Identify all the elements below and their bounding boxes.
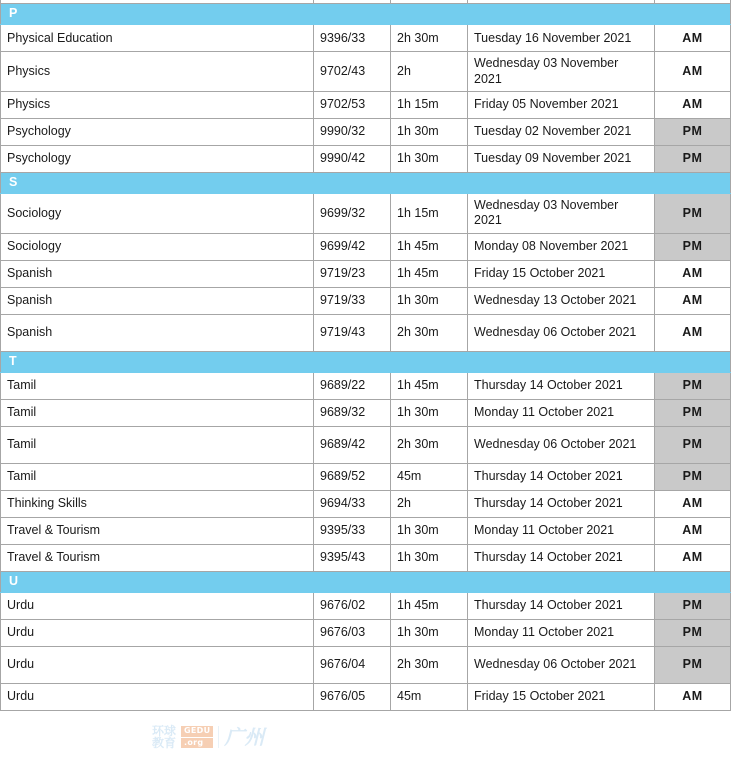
cell-session: AM — [655, 91, 731, 118]
cell-session: PM — [655, 118, 731, 145]
section-header-row — [1, 351, 731, 372]
cell-code: 9689/32 — [314, 399, 391, 426]
cell-code: 9395/43 — [314, 544, 391, 571]
table-row — [1, 118, 731, 145]
cell-code: 9676/04 — [314, 647, 391, 684]
cell-session: PM — [655, 399, 731, 426]
cell-session: AM — [655, 517, 731, 544]
cell-subject: Tamil — [1, 463, 314, 490]
cell-subject: Urdu — [1, 620, 314, 647]
cell-duration: 1h 15m — [391, 91, 468, 118]
cell-session: PM — [655, 426, 731, 463]
cell-date: Thursday 14 October 2021 — [468, 372, 655, 399]
cell-session: PM — [655, 145, 731, 172]
cell-subject: Psychology — [1, 145, 314, 172]
watermark-badges — [181, 726, 213, 749]
cell-session: PM — [655, 372, 731, 399]
cell-subject: Tamil — [1, 399, 314, 426]
table-row — [1, 490, 731, 517]
cell-code: 9676/03 — [314, 620, 391, 647]
cell-subject: Physics — [1, 91, 314, 118]
table-row — [1, 287, 731, 314]
table-row — [1, 426, 731, 463]
section-header-cell — [1, 172, 731, 193]
cell-subject: Thinking Skills — [1, 490, 314, 517]
watermark-badge-gedu: GEDU — [181, 726, 213, 737]
cell-session: PM — [655, 620, 731, 647]
cell-date: Wednesday 03 November 2021 — [468, 52, 655, 92]
cell-session: PM — [655, 194, 731, 234]
table-row — [1, 593, 731, 620]
table-row — [1, 314, 731, 351]
cell-duration: 1h 30m — [391, 399, 468, 426]
cell-duration: 1h 30m — [391, 118, 468, 145]
cell-date: Tuesday 16 November 2021 — [468, 25, 655, 52]
section-header-cell — [1, 4, 731, 25]
cell-duration: 1h 45m — [391, 260, 468, 287]
cell-date: Wednesday 13 October 2021 — [468, 287, 655, 314]
cell-date: Wednesday 06 October 2021 — [468, 647, 655, 684]
cell-session: PM — [655, 463, 731, 490]
cell-code: 9702/43 — [314, 52, 391, 92]
cell-code: 9396/33 — [314, 25, 391, 52]
cell-session: AM — [655, 52, 731, 92]
cell-code: 9990/32 — [314, 118, 391, 145]
section-header-row — [1, 4, 731, 25]
section-header-cell — [1, 571, 731, 592]
table-row — [1, 463, 731, 490]
cell-date: Monday 08 November 2021 — [468, 233, 655, 260]
cell-date: Monday 11 October 2021 — [468, 620, 655, 647]
section-letter: U — [9, 573, 19, 588]
cell-code: 9719/23 — [314, 260, 391, 287]
cell-date: Thursday 14 October 2021 — [468, 490, 655, 517]
cell-code: 9694/33 — [314, 490, 391, 517]
cell-code: 9699/32 — [314, 194, 391, 234]
cell-session: AM — [655, 544, 731, 571]
cell-duration: 45m — [391, 463, 468, 490]
cell-session: AM — [655, 287, 731, 314]
cell-code: 9990/42 — [314, 145, 391, 172]
cell-date: Thursday 14 October 2021 — [468, 593, 655, 620]
watermark-badge-org: .org — [181, 738, 213, 749]
cell-date: Wednesday 06 October 2021 — [468, 314, 655, 351]
cell-duration: 2h 30m — [391, 314, 468, 351]
cell-subject: Urdu — [1, 647, 314, 684]
table-row — [1, 544, 731, 571]
cell-subject: Sociology — [1, 233, 314, 260]
cell-subject: Physics — [1, 52, 314, 92]
cell-session: AM — [655, 25, 731, 52]
cell-duration: 2h — [391, 52, 468, 92]
section-header-row — [1, 571, 731, 592]
section-header-row — [1, 172, 731, 193]
cell-date: Monday 11 October 2021 — [468, 517, 655, 544]
cell-date: Thursday 14 October 2021 — [468, 544, 655, 571]
cell-session: AM — [655, 314, 731, 351]
table-row — [1, 194, 731, 234]
table-row — [1, 372, 731, 399]
watermark-cn-line1: 环球 — [152, 724, 177, 738]
cell-duration: 1h 30m — [391, 517, 468, 544]
section-header-cell — [1, 351, 731, 372]
cell-date: Friday 05 November 2021 — [468, 91, 655, 118]
cell-code: 9689/42 — [314, 426, 391, 463]
section-letter: P — [9, 6, 18, 20]
table-row — [1, 52, 731, 92]
cell-code: 9395/33 — [314, 517, 391, 544]
cell-session: PM — [655, 593, 731, 620]
cell-duration: 1h 45m — [391, 372, 468, 399]
cell-duration: 1h 30m — [391, 620, 468, 647]
cell-date: Thursday 14 October 2021 — [468, 463, 655, 490]
cell-session: PM — [655, 233, 731, 260]
cell-date: Tuesday 09 November 2021 — [468, 145, 655, 172]
cell-session: PM — [655, 647, 731, 684]
cell-session: AM — [655, 490, 731, 517]
cell-subject: Tamil — [1, 372, 314, 399]
watermark-chinese-text — [152, 725, 176, 749]
cell-subject: Urdu — [1, 684, 314, 711]
cell-duration: 2h 30m — [391, 25, 468, 52]
table-row — [1, 91, 731, 118]
cell-session: AM — [655, 684, 731, 711]
cell-duration: 45m — [391, 684, 468, 711]
cell-date: Wednesday 06 October 2021 — [468, 426, 655, 463]
cell-subject: Travel & Tourism — [1, 544, 314, 571]
cell-session: AM — [655, 260, 731, 287]
table-row — [1, 233, 731, 260]
cell-code: 9699/42 — [314, 233, 391, 260]
cell-subject: Travel & Tourism — [1, 517, 314, 544]
cell-subject: Sociology — [1, 194, 314, 234]
cell-duration: 1h 15m — [391, 194, 468, 234]
cell-duration: 2h 30m — [391, 647, 468, 684]
cell-duration: 1h 30m — [391, 287, 468, 314]
watermark-city: 广州 — [224, 725, 265, 749]
section-letter: S — [9, 174, 18, 189]
cell-subject: Psychology — [1, 118, 314, 145]
table-row — [1, 399, 731, 426]
watermark-divider — [218, 726, 219, 748]
watermark-cn-line2: 教育 — [152, 736, 177, 750]
table-row — [1, 145, 731, 172]
table-row — [1, 647, 731, 684]
table-row — [1, 260, 731, 287]
cell-date: Friday 15 October 2021 — [468, 684, 655, 711]
cell-subject: Spanish — [1, 287, 314, 314]
cell-code: 9719/43 — [314, 314, 391, 351]
site-watermark — [152, 720, 312, 754]
section-letter: T — [9, 353, 17, 368]
cell-date: Friday 15 October 2021 — [468, 260, 655, 287]
cell-duration: 1h 45m — [391, 233, 468, 260]
table-row — [1, 517, 731, 544]
table-row — [1, 684, 731, 711]
cell-code: 9719/33 — [314, 287, 391, 314]
cell-code: 9702/53 — [314, 91, 391, 118]
cell-subject: Tamil — [1, 426, 314, 463]
cell-code: 9676/05 — [314, 684, 391, 711]
cell-date: Wednesday 03 November 2021 — [468, 194, 655, 234]
cell-duration: 2h 30m — [391, 426, 468, 463]
cell-duration: 2h — [391, 490, 468, 517]
cell-code: 9689/52 — [314, 463, 391, 490]
cell-duration: 1h 30m — [391, 544, 468, 571]
cell-date: Monday 11 October 2021 — [468, 399, 655, 426]
cell-subject: Urdu — [1, 593, 314, 620]
cell-duration: 1h 30m — [391, 145, 468, 172]
cell-code: 9689/22 — [314, 372, 391, 399]
cell-code: 9676/02 — [314, 593, 391, 620]
table-row — [1, 25, 731, 52]
table-row — [1, 620, 731, 647]
cell-subject: Spanish — [1, 260, 314, 287]
cell-subject: Physical Education — [1, 25, 314, 52]
cell-duration: 1h 45m — [391, 593, 468, 620]
cell-date: Tuesday 02 November 2021 — [468, 118, 655, 145]
cell-subject: Spanish — [1, 314, 314, 351]
